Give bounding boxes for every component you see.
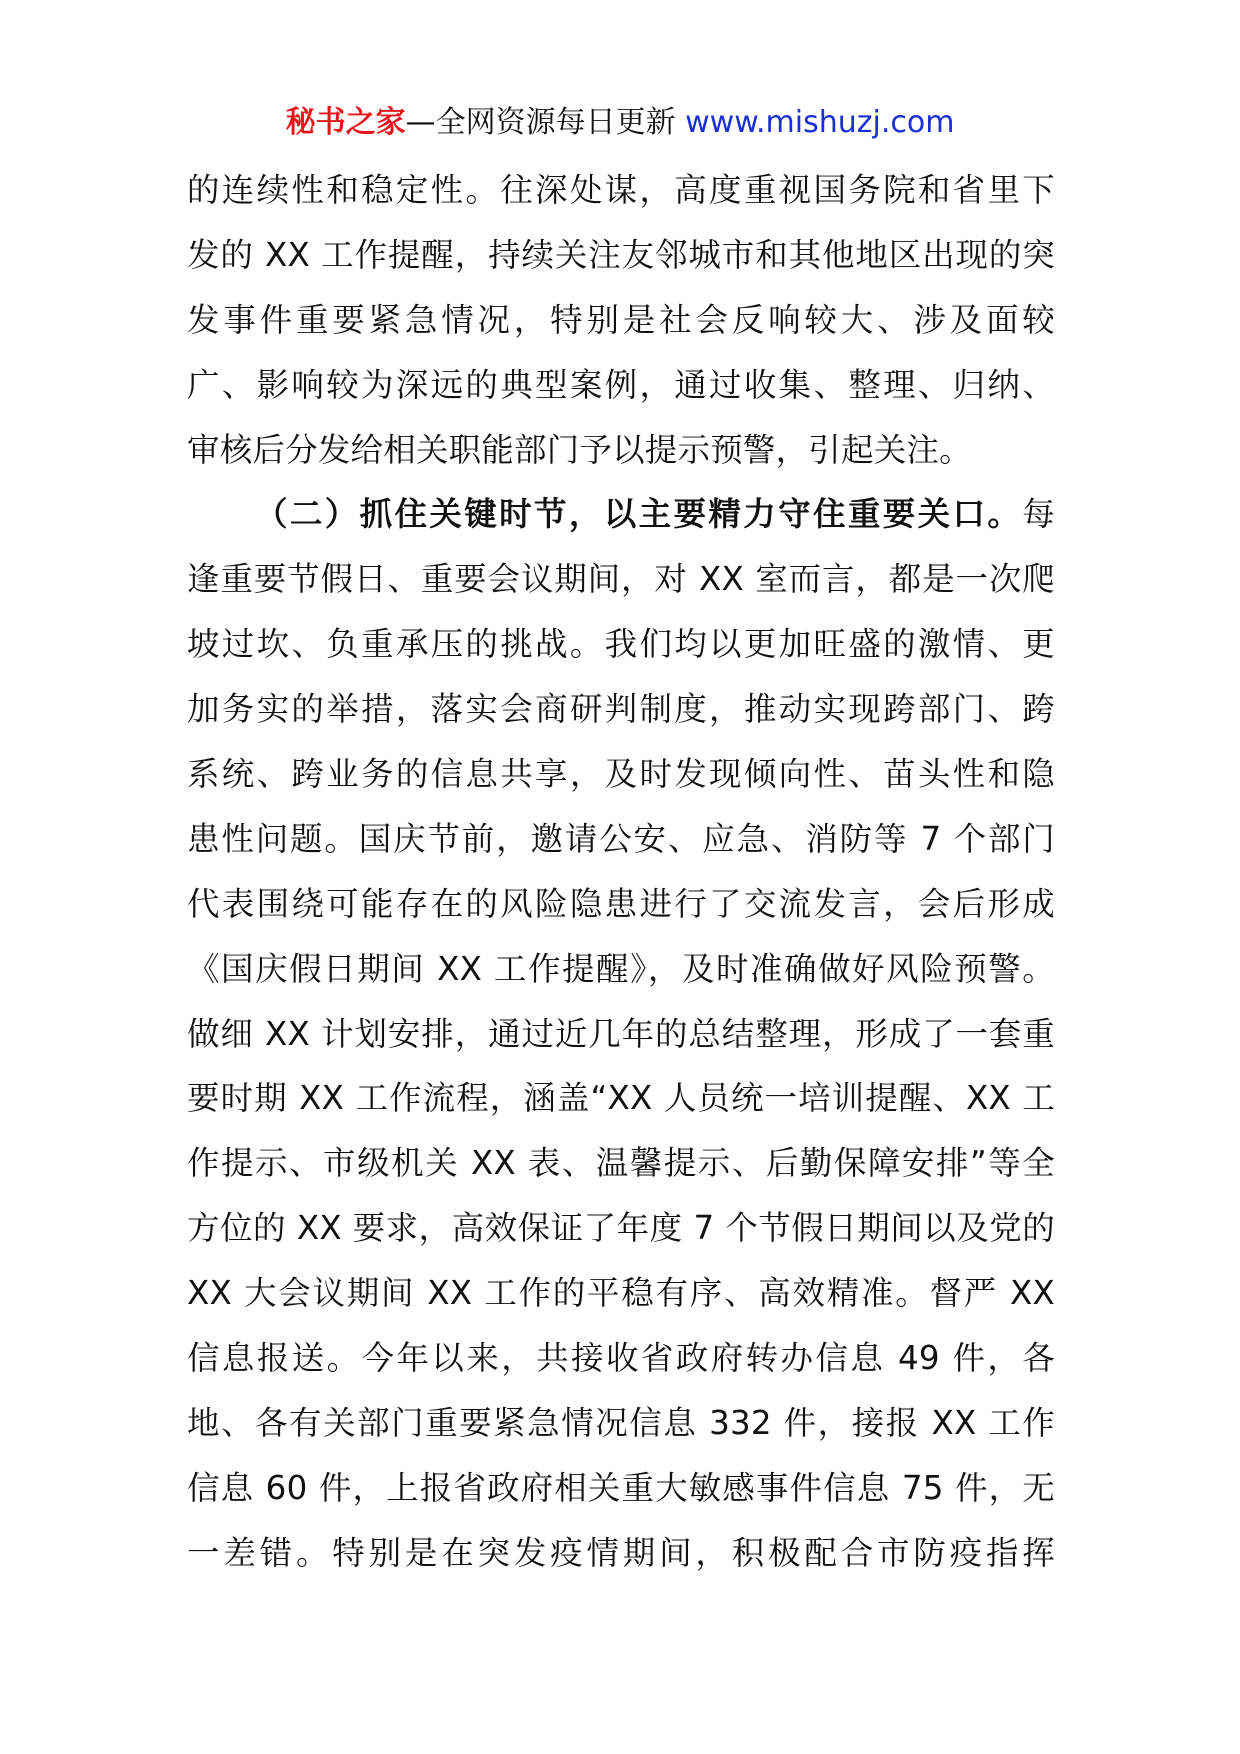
section-heading-tail: 每 — [1022, 495, 1055, 534]
paragraph-line: 坡过坎、负重承压的挑战。我们均以更加旺盛的激情、更 — [187, 625, 1055, 664]
section-heading: （二）抓住关键时节，以主要精力守住重要关口。 — [255, 495, 1023, 534]
paragraph-line: 患性问题。国庆节前，邀请公安、应急、消防等 7 个部门 — [187, 819, 1055, 858]
paragraph-line: 《国庆假日期间 XX 工作提醒》，及时准确做好风险预警。 — [187, 949, 1055, 988]
paragraph-line: XX 大会议期间 XX 工作的平稳有序、高效精准。督严 XX — [187, 1274, 1055, 1313]
paragraph-line: 一差错。特别是在突发疫情期间，积极配合市防疫指挥 — [187, 1533, 1055, 1572]
paragraph-line: 地、各有关部门重要紧急情况信息 332 件，接报 XX 工作 — [187, 1403, 1055, 1442]
paragraph-line: 信息报送。今年以来，共接收省政府转办信息 49 件，各 — [187, 1339, 1055, 1378]
paragraph-line: 要时期 XX 工作流程，涵盖“XX 人员统一培训提醒、XX 工 — [187, 1079, 1055, 1118]
paragraph-line: 做细 XX 计划安排，通过近几年的总结整理，形成了一套重 — [187, 1014, 1055, 1053]
page-header — [0, 98, 1240, 148]
header-tagline: —全网资源每日更新 — [405, 105, 676, 140]
paragraph-line: 审核后分发给相关职能部门予以提示预警，引起关注。 — [187, 430, 972, 469]
paragraph-line: 信息 60 件，上报省政府相关重大敏感事件信息 75 件，无 — [187, 1468, 1055, 1507]
header-brand: 秘书之家 — [285, 105, 406, 140]
header-url-link[interactable]: www.mishuzj.com — [685, 105, 955, 140]
paragraph-line: 的连续性和稳定性。往深处谋，高度重视国务院和省里下 — [187, 171, 1055, 209]
paragraph-line: 方位的 XX 要求，高效保证了年度 7 个节假日期间以及党的 — [187, 1209, 1055, 1248]
paragraph-line: 广、影响较为深远的典型案例，通过收集、整理、归纳、 — [187, 365, 1055, 404]
paragraph-line: 作提示、市级机关 XX 表、温馨提示、后勤保障安排”等全 — [187, 1144, 1055, 1183]
paragraph-line: 发事件重要紧急情况，特别是社会反响较大、涉及面较 — [187, 300, 1055, 339]
document-body — [187, 158, 1055, 1586]
section-heading-line — [187, 482, 1055, 547]
paragraph-line: 加务实的举措，落实会商研判制度，推动实现跨部门、跨 — [187, 690, 1055, 729]
paragraph-line: 发的 XX 工作提醒，持续关注友邻城市和其他地区出现的突 — [187, 235, 1055, 274]
paragraph-line: 代表围绕可能存在的风险隐患进行了交流发言，会后形成 — [187, 884, 1055, 923]
paragraph-line: 系统、跨业务的信息共享，及时发现倾向性、苗头性和隐 — [187, 755, 1055, 794]
paragraph-line: 逢重要节假日、重要会议期间，对 XX 室而言，都是一次爬 — [187, 560, 1055, 599]
